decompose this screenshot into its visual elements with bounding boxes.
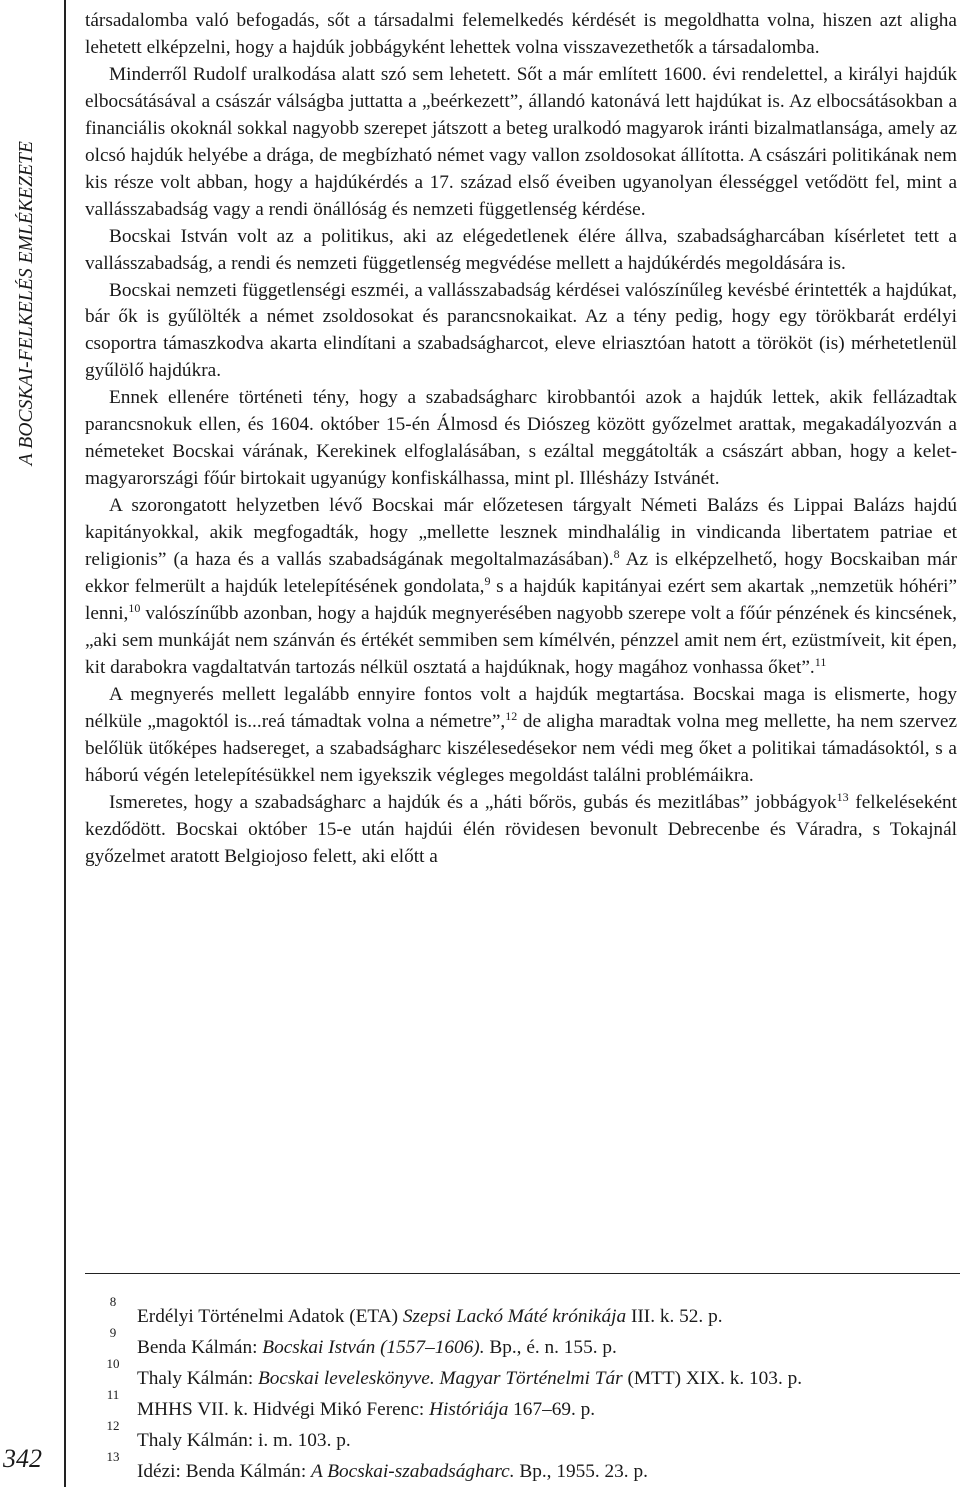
footnote-rule [85, 1273, 960, 1274]
text-run: Benda Kálmán: [137, 1337, 263, 1358]
paragraph [85, 224, 957, 278]
footnotes [85, 1294, 960, 1487]
page-number: 342 [3, 1444, 42, 1473]
text-run: Minderről Rudolf uralkodása alatt szó sem lehetett. Sőt a már említett 1600. évi rendelettel, a királyi hajdúk elbocsátásával a császár válságba juttatta a „beérkezett”, állandó katonává lett hajdúkat is. Az elbocsátásokban a financiális okoknál sokkal nagyobb szerepet játszott a beteg uralkodó magyarok iránti bizalmatlansága, amely az olcsó hajdúk helyébe a drága, de megbízható német vagy vallon zsoldosokat állította. A császári politikának nem kis része volt abban, hogy a hajdúkérdés a 17. század első éveiben ugyanolyan élességgel vetődött fel, mint a vallásszabadság vagy a rendi önállóság és nemzeti függetlenség kérdése. [85, 63, 957, 220]
paragraph [85, 790, 957, 871]
paragraph [85, 493, 957, 682]
italic-title: Históriája [429, 1399, 509, 1420]
italic-title: Bocskai István (1557–1606). [262, 1337, 485, 1358]
footnote [85, 1356, 960, 1394]
paragraph [85, 278, 957, 386]
paragraph [85, 385, 957, 493]
footnote-number: 9 [109, 1325, 117, 1340]
text-run: felkeléseként kezdődött. Bocskai október 15-e után hajdúi élén rövidesen bevonult Debrecenbe és Váradra, s Tokajnál győzelmet aratott Belgiojoso felett, aki előtt a [85, 791, 957, 867]
text-run: Bocskai István volt az a politikus, aki az elégedetlenek élére állva, szabadságharcában kísérletet tett a vallásszabadság, a rendi és nemzeti függetlenség megvédése mellett a hajdúkérdés megoldására is. [85, 225, 957, 274]
text-run: A szorongatott helyzetben lévő Bocskai már előzetesen tárgyalt Németi Balázs és Lippai Balázs hajdú kapitányokkal, akik megfogadták, hogy „mellette lesznek mindhalálig in vindicanda libertatem patriae et religionis” (a haza és a vallás szabadságának megoltalmazásában). [85, 495, 957, 571]
text-run: Thaly Kálmán: [137, 1368, 259, 1389]
footnote-ref: 12 [505, 708, 518, 723]
footnote-text [137, 1363, 802, 1394]
text-run: s a hajdúk kapitányai ezért sem akartak „nemzetük hóhéri” lenni, [85, 576, 957, 624]
text-run: 167–69. p. [508, 1399, 596, 1420]
text-run: III. k. 52. p. [626, 1306, 723, 1327]
paragraph [85, 8, 957, 62]
italic-title: Bocskai leveleskönyve. Magyar Történelmi Tár [258, 1368, 623, 1389]
footnote [85, 1418, 960, 1456]
footnote [85, 1449, 960, 1487]
italic-title: Szepsi Lackó Máté krónikája [402, 1306, 627, 1327]
footnote-number: 11 [106, 1387, 120, 1402]
text-run: Bp., é. n. 155. p. [484, 1337, 617, 1358]
footnote [85, 1294, 960, 1332]
text-run: (MTT) XIX. k. 103. p. [622, 1368, 803, 1389]
footnote-number: 8 [109, 1294, 117, 1309]
text-run: Erdélyi Történelmi Adatok (ETA) [137, 1306, 403, 1327]
body-text [85, 8, 957, 871]
text-run: társadalomba való befogadás, sőt a társadalmi felemelkedés kérdését is megoldhatta volna, hiszen azt aligha lehetett elképzelni, hogy a hajdúk jobbágyként lehettek volna visszavezethetők a társadalomba. [85, 10, 957, 58]
text-run: de aligha maradtak volna meg mellette, ha nem szervez belőlük ütőképes hadsereget, a szabadságharc kiszélesedésekor nem védi meg őket a politikai támadásoktól, s a háború végén letelepítésükkel nem igyekszik végleges megoldást találni problémáikra. [85, 710, 957, 786]
footnote-ref: 10 [128, 600, 141, 615]
footnote-ref: 11 [814, 654, 827, 669]
text-run: Ismeretes, hogy a szabadságharc a hajdúk és a „háti bőrös, gubás és mezitlábas” jobbágyok [109, 791, 837, 813]
running-head [5, 4, 49, 602]
footnote-text [137, 1456, 648, 1487]
footnote-text [137, 1425, 351, 1456]
paragraph [85, 62, 957, 224]
footnote-ref: 13 [836, 789, 849, 804]
footnote-text [137, 1332, 617, 1363]
text-run: Az is elképzelhető, hogy Bocskaiban már ekkor felmerült a hajdúk letelepítésének gondolata, [85, 549, 957, 598]
text-run: Idézi: Benda Kálmán: [137, 1461, 312, 1482]
running-head-text: A BOCSKAI-FELKELÉS EMLÉKEZETE [16, 140, 37, 466]
footnote-number: 13 [106, 1449, 120, 1464]
text-run: A megnyerés mellett legalább ennyire fontos volt a hajdúk megtartása. Bocskai maga is elismerte, hogy nélküle „magoktól is...reá támadtak volna a németre”, [85, 683, 957, 732]
footnote-ref: 8 [613, 547, 620, 562]
text-run: Thaly Kálmán: i. m. 103. p. [137, 1430, 351, 1451]
text-run: Bp., 1955. 23. p. [514, 1461, 648, 1482]
footnote-number: 10 [106, 1356, 120, 1371]
italic-title: A Bocskai-szabadságharc. [311, 1461, 515, 1482]
footnote-text [137, 1394, 595, 1425]
footnote-text [137, 1301, 723, 1332]
footnote [85, 1325, 960, 1363]
footnote-ref: 9 [484, 574, 491, 589]
footnote [85, 1387, 960, 1425]
vertical-rule [64, 0, 66, 1487]
paragraph [85, 682, 957, 790]
footnote-number: 12 [106, 1418, 120, 1433]
text-run: Ennek ellenére történeti tény, hogy a szabadságharc kirobbantói azok a hajdúk lettek, akik fellázadtak parancsnokuk ellen, és 1604. október 15-én Álmosd és Diószeg között győzelmet arattak, megakadályozván a németeket Bocskai várának, Kerekinek elfoglalásában, s ezáltal meggátolták a császárt abban, hogy a kelet-magyarországi főúr birtokait ugyanúgy konfiskálhassa, mint pl. Illésházy Istvánét. [85, 387, 957, 490]
text-run: Bocskai nemzeti függetlenségi eszméi, a vallásszabadság kérdései valószínűleg kevésbé érintették a hajdúkat, bár ők is gyűlölték a német zsoldosokat és parancsnokaikat. Az a tény pedig, hogy egy törökbarát erdélyi csoportra támaszkodva akarta elindítani a szabadságharcot, eleve elriasztóan hatott a törököt (is) mérhetetlenül gyűlölő hajdúkra. [85, 279, 957, 382]
text-run: valószínűbb azonban, hogy a hajdúk megnyerésében nagyobb szerepe volt a főúr pénzének és kincsének, „aki sem munkáját nem szánván és értékét semmiben sem kímélvén, pénzzel amit nem ért, ezüstmíveit, kit épen, kit darabokra vagdaltatván tartozás nélkül osztatá a hajdúknak, hogy magához vonhassa őket”. [85, 602, 957, 678]
text-run: MHHS VII. k. Hidvégi Mikó Ferenc: [137, 1399, 430, 1420]
